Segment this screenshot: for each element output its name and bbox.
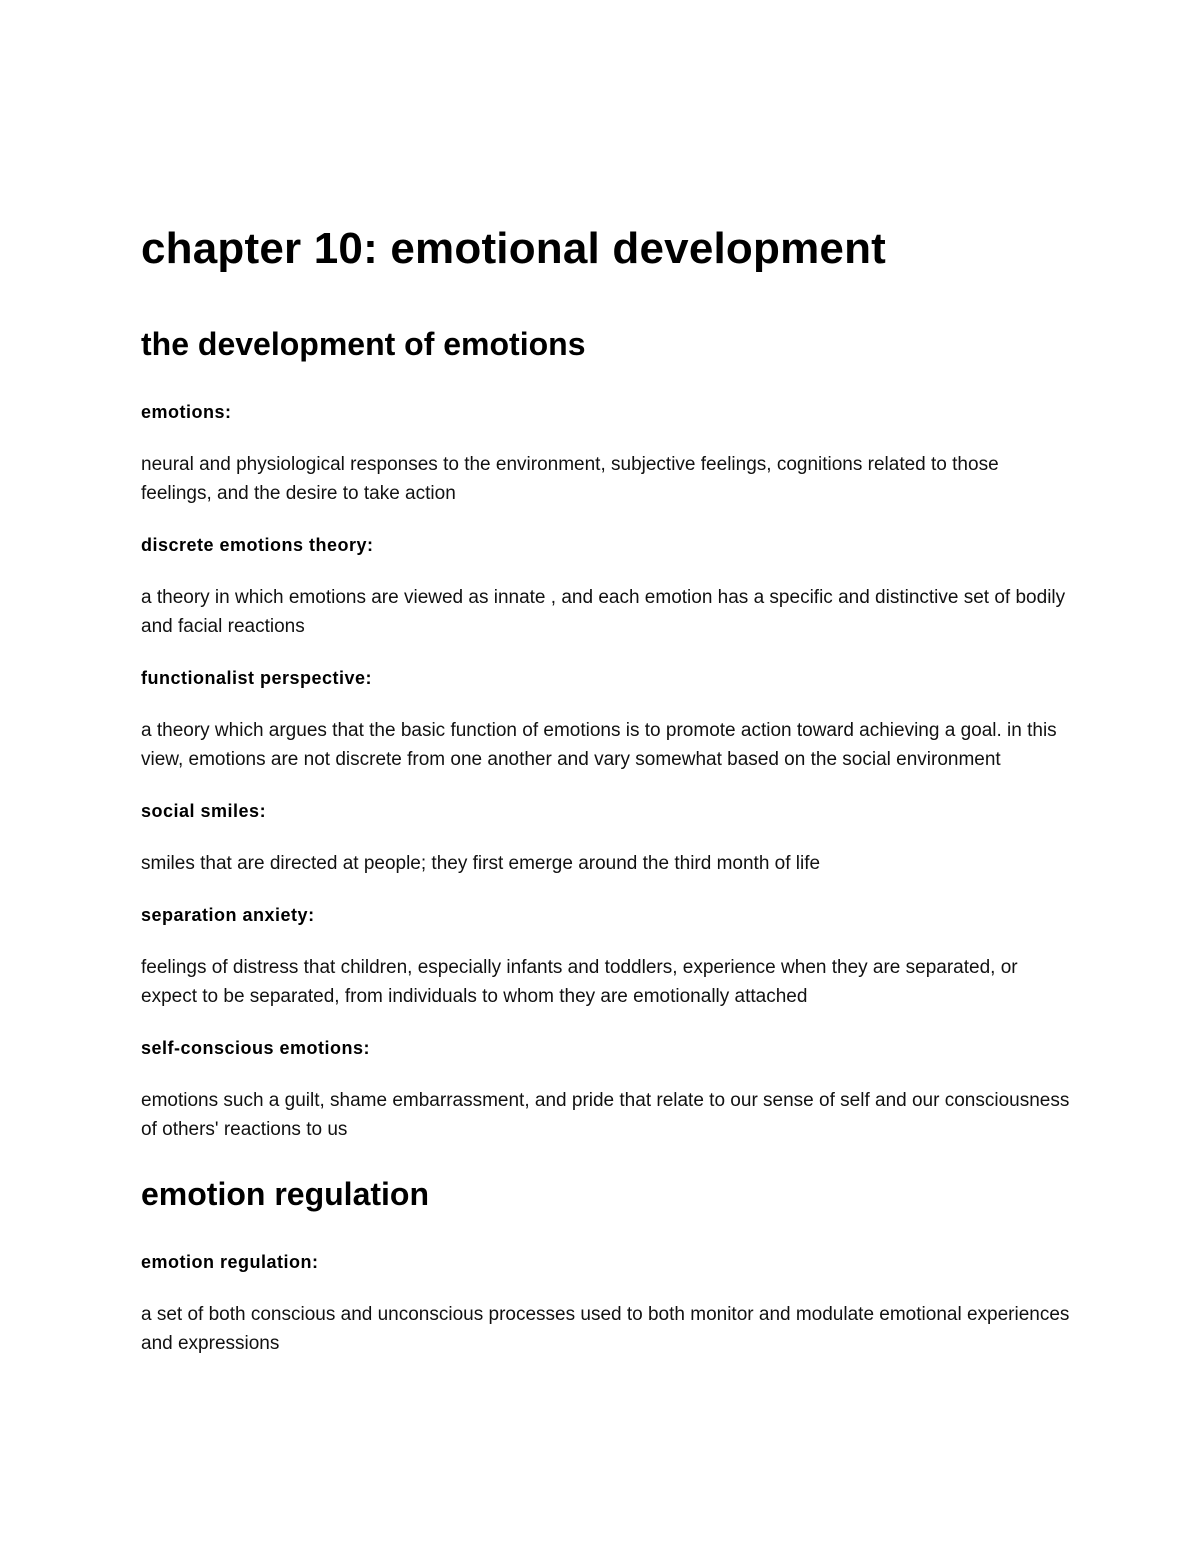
definition-self-conscious-emotions: emotions such a guilt, shame embarrassment, and pride that relate to our sense of self and our consciousness of others' reactions to us bbox=[141, 1090, 1070, 1140]
definition-social-smiles: smiles that are directed at people; they first emerge around the third month of life bbox=[141, 853, 821, 874]
document-title: chapter 10: emotional development bbox=[141, 224, 886, 273]
definition-discrete-emotions-theory: a theory in which emotions are viewed as innate , and each emotion has a specific and distinctive set of bodily and facial reactions bbox=[141, 587, 1066, 637]
term-social-smiles: social smiles: bbox=[141, 801, 267, 821]
term-emotion-regulation: emotion regulation: bbox=[141, 1252, 319, 1272]
term-functionalist-perspective: functionalist perspective: bbox=[141, 668, 373, 688]
term-emotions: emotions: bbox=[141, 402, 232, 422]
term-discrete-emotions-theory: discrete emotions theory: bbox=[141, 535, 374, 555]
definition-separation-anxiety: feelings of distress that children, especially infants and toddlers, experience when they are separated, or expect to be separated, from individuals to whom they are emotionally attached bbox=[141, 957, 1018, 1007]
document-content bbox=[141, 220, 1071, 1381]
term-self-conscious-emotions: self-conscious emotions: bbox=[141, 1038, 371, 1058]
definition-emotion-regulation: a set of both conscious and unconscious processes used to both monitor and modulate emotional experiences and expressions bbox=[141, 1304, 1070, 1354]
definition-emotions: neural and physiological responses to the environment, subjective feelings, cognitions related to those feelings, and the desire to take action bbox=[141, 454, 999, 504]
definition-functionalist-perspective: a theory which argues that the basic function of emotions is to promote action toward achieving a goal. in this view, emotions are not discrete from one another and vary somewhat based on the social environment bbox=[141, 720, 1057, 770]
term-separation-anxiety: separation anxiety: bbox=[141, 905, 315, 925]
section-heading: the development of emotions bbox=[141, 326, 586, 362]
section-heading: emotion regulation bbox=[141, 1176, 429, 1212]
